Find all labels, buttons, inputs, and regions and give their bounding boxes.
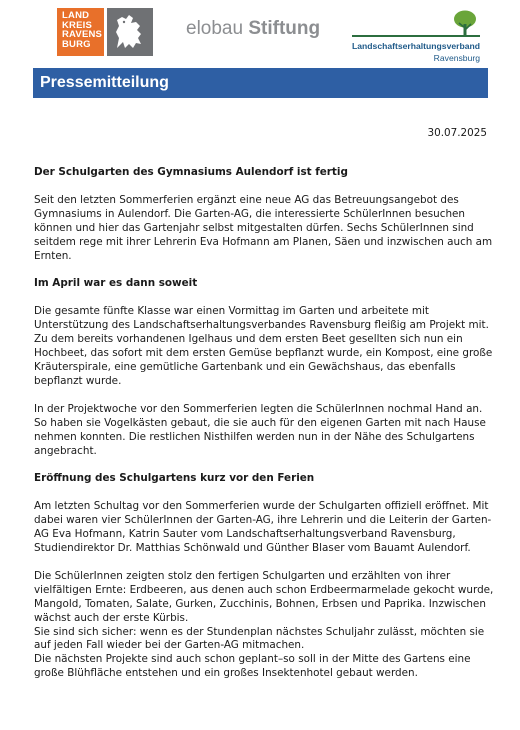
release-date: 30.07.2025: [427, 127, 487, 139]
page-title: Pressemitteilung: [40, 74, 169, 91]
paragraph-projekte: Die nächsten Projekte sind auch schon geplant–so soll in der Mitte des Gartens eine große Blühfläche entstehen und ein großes Insektenhotel gebaut werden.: [34, 653, 471, 680]
article-headline: Der Schulgarten des Gymnasiums Aulendorf ist fertig: [34, 166, 348, 178]
letterhead: [0, 0, 520, 68]
section-heading-april: Im April war es dann soweit: [34, 277, 198, 290]
lion-crest-icon: [107, 8, 153, 56]
landkreis-line-3: RAVENS: [62, 29, 103, 41]
paragraph-stundenplan: Sie sind sich sicher: wenn es der Stundenplan nächstes Schuljahr zulässt, möchten sie auf jeden Fall wieder bei der Garten-AG mitmachen.: [34, 625, 485, 652]
section-heading-eroeffnung: Eröffnung des Schulgartens kurz vor den Ferien: [34, 472, 315, 485]
tree-icon: [450, 10, 480, 37]
page-title-banner: [33, 68, 488, 98]
elobau-stiftung-logo: [186, 18, 320, 40]
landkreis-wordmark: [57, 8, 104, 56]
lev-name: Landschaftserhaltungsverband: [352, 41, 480, 51]
elobau-text: elobau: [186, 18, 244, 39]
landkreis-line-2: KREIS: [62, 19, 93, 31]
paragraph-ernte: Die SchülerInnen zeigten stolz den fertigen Schulgarten und erzählten von ihrer vielfältigen Ernte: Erdbeeren, aus denen auch schon Erdbeermarmelade gekocht wurde, Mangold, Tomaten, Salate, Gurken, Zucchinis, Bohnen, Erbsen und Paprika. Inzwischen wächst auch der erste Kürbis.: [34, 569, 494, 624]
paragraph-projektwoche: In der Projektwoche vor den Sommerferien legten die SchülerInnen nochmal Hand an. So haben sie Vogelkästen gebaut, die sie auch für den eigenen Garten mit nach Hause nehmen konnten. Die restlichen Nisthilfen werden nun in der Nähe des Schulgartens angebracht.: [34, 402, 486, 457]
landkreis-line-4: BURG: [62, 38, 91, 50]
paragraph-april: Die gesamte fünfte Klasse war einen Vormittag im Garten und arbeitete mit Unterstützung des Landschaftserhaltungsverbandes Ravensburg fleißig am Projekt mit. Zu dem bereits vorhandenen Igelhaus und dem ersten Beet gesellten sich nun ein Hochbeet, das sofort mit dem ersten Gemüse bepflanzt wurde, ein Kompost, eine große Kräuterspirale, eine gemütliche Gartenbank und ein Gewächshaus, das ebenfalls bepflanzt wurde.: [34, 305, 493, 387]
lev-underline: [352, 35, 480, 37]
stiftung-text: Stiftung: [248, 18, 321, 39]
lev-ravensburg-logo: [352, 10, 480, 64]
paragraph-intro: Seit den letzten Sommerferien ergänzt eine neue AG das Betreuungsangebot des Gymnasiums in Aulendorf. Die Garten-AG, die interessierte SchülerInnen besuchen können und hier das Gartenjahr selbst mitgestalten dürfen. Sechs SchülerInnen sind seitdem rege mit ihrer Lehrerin Eva Hofmann am Planen, Säen und inzwischen auch am Ernten.: [34, 193, 493, 262]
landkreis-line-1: LAND: [62, 10, 90, 21]
landkreis-ravensburg-logo: [57, 8, 153, 56]
paragraph-eroeffnung: Am letzten Schultag vor den Sommerferien wurde der Schulgarten offiziell eröffnet. Mit dabei waren vier SchülerInnen der Garten-AG, ihre Lehrerin und die Leiterin der Garten-AG Eva Hofmann, Katrin Sauter vom Landschaftserhaltungsverband Ravensburg, Studiendirektor Dr. Matthias Schönwald und Günther Blaser vom Bauamt Aulendorf.: [34, 500, 492, 555]
article-body: [34, 166, 494, 681]
lev-city: Ravensburg: [433, 53, 480, 63]
